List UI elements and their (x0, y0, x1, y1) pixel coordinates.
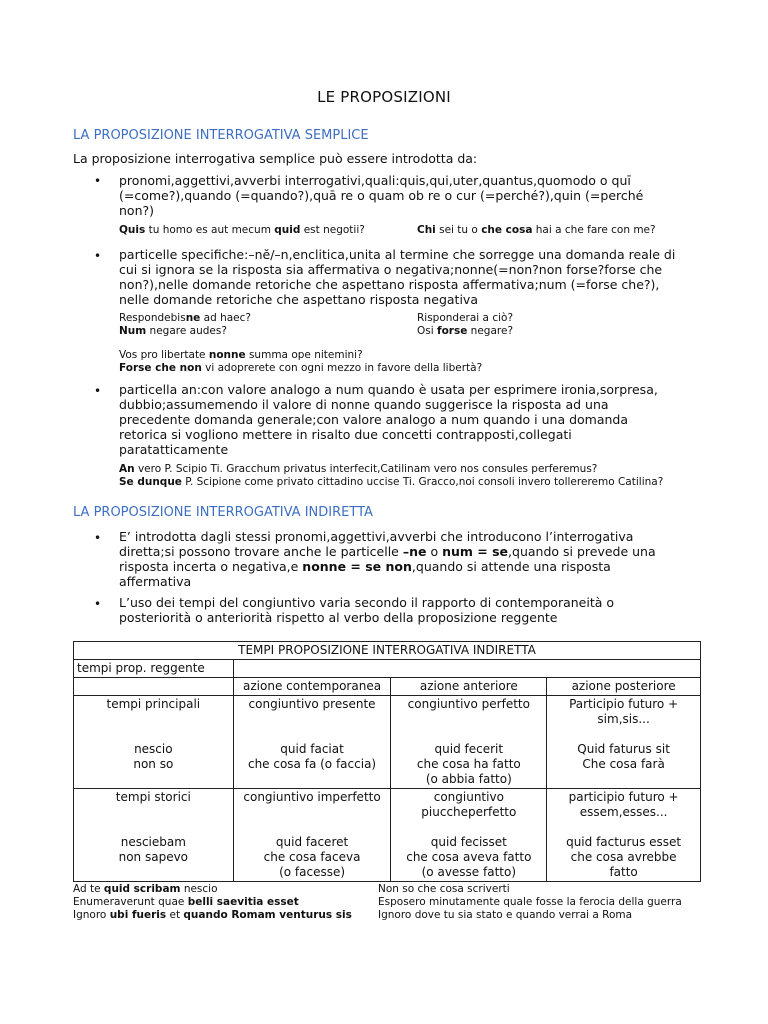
text-span: et (166, 909, 184, 921)
bullet-particella-an (119, 382, 704, 457)
text-line: particella an:con valore analogo a num quando è usata per esprimere ironia,sorpresa, (119, 382, 658, 397)
cell-line: congiuntivo presente (248, 697, 376, 711)
text-span: diretta;si possono trovare anche le particelle (119, 544, 403, 559)
example-osi-forse (417, 325, 513, 338)
col-header-contemporanea: azione contemporanea (233, 678, 391, 696)
tempi-table (73, 641, 701, 882)
table-caption: TEMPI PROPOSIZIONE INTERROGATIVA INDIRETTA (74, 642, 701, 660)
text-line (119, 559, 704, 574)
cell-line: che cosa aveva fatto (406, 850, 532, 864)
bold-word: nonne = se non (302, 559, 412, 574)
text-span: Ad te (73, 883, 104, 895)
bold-word: Se dunque (119, 476, 182, 488)
bullet-marker: • (94, 174, 102, 188)
text-line: dubbio;assumemendo il valore di nonne quando suggerisce la risposta ad una (119, 397, 609, 412)
text-span: nescio (180, 883, 218, 895)
example-esposero: Esposero minutamente quale fosse la ferocia della guerra (378, 896, 682, 908)
cell-principali-contemporanea (233, 696, 391, 789)
text-line: L’uso dei tempi del congiuntivo varia secondo il rapporto di contemporaneità o (119, 595, 615, 610)
cell-line: quid facturus esset (566, 835, 682, 849)
cell-line: quid faciat (280, 742, 344, 756)
text-line: nelle domande retoriche che aspettano risposta negativa (119, 292, 478, 307)
cell-line: quid fecisset (430, 835, 507, 849)
spacer (394, 727, 543, 742)
cell-line: piuccheperfetto (421, 805, 517, 819)
text-line: E’ introdotta dagli stessi pronomi,aggettivi,avverbi che introducono l’interrogativa (119, 529, 634, 544)
row-label-principali (74, 696, 234, 789)
bullet-marker: • (94, 384, 102, 398)
bullet-pronomi (119, 173, 704, 218)
spacer (77, 712, 230, 727)
bold-word: quid scribam (103, 883, 181, 895)
spacer (77, 727, 230, 742)
cell-principali-posteriore (547, 696, 701, 789)
text-line: non?),nelle domande retoriche che aspettano risposta affermativa;num (=forse che?), (119, 277, 660, 292)
row-label-storici (74, 789, 234, 882)
cell-line: che cosa avrebbe (570, 850, 677, 864)
empty-cell (233, 660, 700, 678)
bold-word: –ne (402, 544, 427, 559)
bullet-marker: • (94, 249, 102, 263)
cell-line: sim,sis... (597, 712, 650, 726)
example-ubi-fueris (73, 909, 352, 922)
spacer (77, 805, 230, 820)
empty-cell (74, 678, 234, 696)
text-span: Respondebis (119, 312, 186, 324)
cell-line: essem,esses... (579, 805, 668, 819)
example-se-dunque (119, 476, 663, 489)
bold-word: quid (274, 224, 301, 236)
col-header-anteriore: azione anteriore (391, 678, 547, 696)
page-title: LE PROPOSIZIONI (317, 88, 451, 106)
bullet-marker: • (94, 531, 102, 545)
text-span: Osi (417, 325, 437, 337)
intro-paragraph: La proposizione interrogativa semplice può essere introdotta da: (73, 151, 478, 166)
text-line: posteriorità o anteriorità rispetto al verbo della proposizione reggente (119, 610, 558, 625)
cell-storici-contemporanea (233, 789, 391, 882)
text-span: summa ope nitemini? (245, 349, 363, 361)
text-span: tu homo es aut mecum (145, 224, 275, 236)
text-span: est negotii? (300, 224, 365, 236)
cell-line: (o avesse fatto) (421, 865, 517, 879)
cell-line: (o abbia fatto) (425, 772, 512, 786)
text-line: non?) (119, 203, 155, 218)
text-span: negare audes? (146, 325, 227, 337)
example-enumeraverunt (73, 896, 299, 909)
text-span: negare? (467, 325, 514, 337)
cell-line: tempi principali (106, 697, 201, 711)
bold-word: nonne (208, 349, 246, 361)
text-span: o (426, 544, 443, 559)
bullet-particelle (119, 247, 704, 307)
text-span: vi adoprerete con ogni mezzo in favore della libertà? (201, 362, 483, 374)
spacer (237, 727, 388, 742)
bullet-marker: • (94, 597, 102, 611)
spacer (237, 712, 388, 727)
bullet-introdotta (119, 529, 704, 589)
cell-line: quid fecerit (434, 742, 504, 756)
spacer (550, 820, 697, 835)
bold-word: quando Romam venturus sis (183, 909, 352, 921)
bold-word: Quis (119, 224, 146, 236)
example-italian-chi (417, 224, 656, 237)
col-header-posteriore: azione posteriore (547, 678, 701, 696)
cell-line: participio futuro + (568, 790, 679, 804)
cell-storici-posteriore (547, 789, 701, 882)
table-row (74, 789, 701, 882)
text-line: retorica si vogliono mettere in risalto due concetti contrapposti,collegati (119, 427, 572, 442)
text-line: cui si ignora se la risposta sia affermativa o negativa;nonne(=non?non forse?forse che (119, 262, 663, 277)
bold-word: forse (437, 325, 468, 337)
example-quid-scribam (73, 883, 218, 896)
example-an-vero (119, 463, 597, 476)
bold-word: ubi fueris (109, 909, 167, 921)
text-span: Enumeraverunt quae (73, 896, 188, 908)
cell-line: non so (133, 757, 174, 771)
section-heading-indiretta: LA PROPOSIZIONE INTERROGATIVA INDIRETTA (73, 505, 373, 520)
example-risponderai: Risponderai a ciò? (417, 312, 514, 324)
text-line: particelle specifiche:–nĕ/–n,enclitica,unita al termine che sorregge una domanda reale di (119, 247, 676, 262)
cell-line: che cosa fa (o faccia) (247, 757, 377, 771)
cell-line: congiuntivo imperfetto (243, 790, 381, 804)
spacer (550, 727, 697, 742)
example-vos-pro-libertate (119, 349, 363, 362)
spacer (77, 820, 230, 835)
cell-line: congiuntivo perfetto (407, 697, 530, 711)
section-heading-semplice: LA PROPOSIZIONE INTERROGATIVA SEMPLICE (73, 128, 369, 143)
text-span: ,quando si attende una risposta (411, 559, 611, 574)
text-line: (=come?),quando (=quando?),quā re o quam ob re o cur (=perché?),quin (=perché (119, 188, 644, 203)
text-line: precedente domanda generale;con valore analogo a num quando i una domanda (119, 412, 629, 427)
cell-line: quid faceret (275, 835, 349, 849)
bold-word: belli saevitia esset (187, 896, 299, 908)
cell-line: (o facesse) (279, 865, 346, 879)
cell-line: Participio futuro + (569, 697, 679, 711)
text-line (119, 544, 704, 559)
text-span: ,quando si prevede una (508, 544, 656, 559)
spacer (394, 712, 543, 727)
text-line: paratatticamente (119, 442, 229, 457)
cell-storici-anteriore (391, 789, 547, 882)
text-line: affermativa (119, 574, 192, 589)
cell-line: fatto (609, 865, 638, 879)
row-label-reggente: tempi prop. reggente (74, 660, 234, 678)
bold-word: An (119, 463, 135, 475)
bold-word: Forse che non (119, 362, 202, 374)
text-span: Ignoro (73, 909, 110, 921)
spacer (237, 820, 388, 835)
cell-line: tempi storici (115, 790, 191, 804)
example-latin-quis (119, 224, 365, 237)
example-forse-che-non (119, 362, 482, 375)
bold-word: num = se (442, 544, 509, 559)
example-non-so: Non so che cosa scriverti (378, 883, 510, 895)
cell-line: non sapevo (118, 850, 189, 864)
spacer (394, 820, 543, 835)
example-respondebisne (119, 312, 251, 325)
text-span: P. Scipione come privato cittadino uccise Ti. Gracco,noi consoli invero tollereremo Catilina? (181, 476, 664, 488)
bold-word: Chi (417, 224, 436, 236)
example-num-negare (119, 325, 227, 338)
table-row (74, 696, 701, 789)
bullet-uso-tempi (119, 595, 704, 625)
cell-line: che cosa faceva (263, 850, 361, 864)
text-span: hai a che fare con me? (532, 224, 656, 236)
cell-line: congiuntivo (433, 790, 504, 804)
cell-line: che cosa ha fatto (416, 757, 521, 771)
text-span: Vos pro libertate (119, 349, 209, 361)
bold-word: Num (119, 325, 147, 337)
example-ignoro-dove: Ignoro dove tu sia stato e quando verrai a Roma (378, 909, 633, 921)
spacer (77, 772, 230, 787)
text-line: pronomi,aggettivi,avverbi interrogativi,quali:quis,qui,uter,quantus,quomodo o quī (119, 173, 631, 188)
bold-word: che cosa (481, 224, 533, 236)
cell-line: nesciebam (120, 835, 186, 849)
bold-word: ne (185, 312, 201, 324)
cell-principali-anteriore (391, 696, 547, 789)
cell-line: nescio (134, 742, 173, 756)
text-span: sei tu o (435, 224, 482, 236)
spacer (237, 805, 388, 820)
cell-line: Che cosa farà (582, 757, 665, 771)
cell-line: Quid faturus sit (577, 742, 670, 756)
text-span: vero P. Scipio Ti. Gracchum privatus interfecit,Catilinam vero nos consules perferemus? (134, 463, 598, 475)
text-span: risposta incerta o negativa,e (119, 559, 303, 574)
text-span: ad haec? (200, 312, 251, 324)
